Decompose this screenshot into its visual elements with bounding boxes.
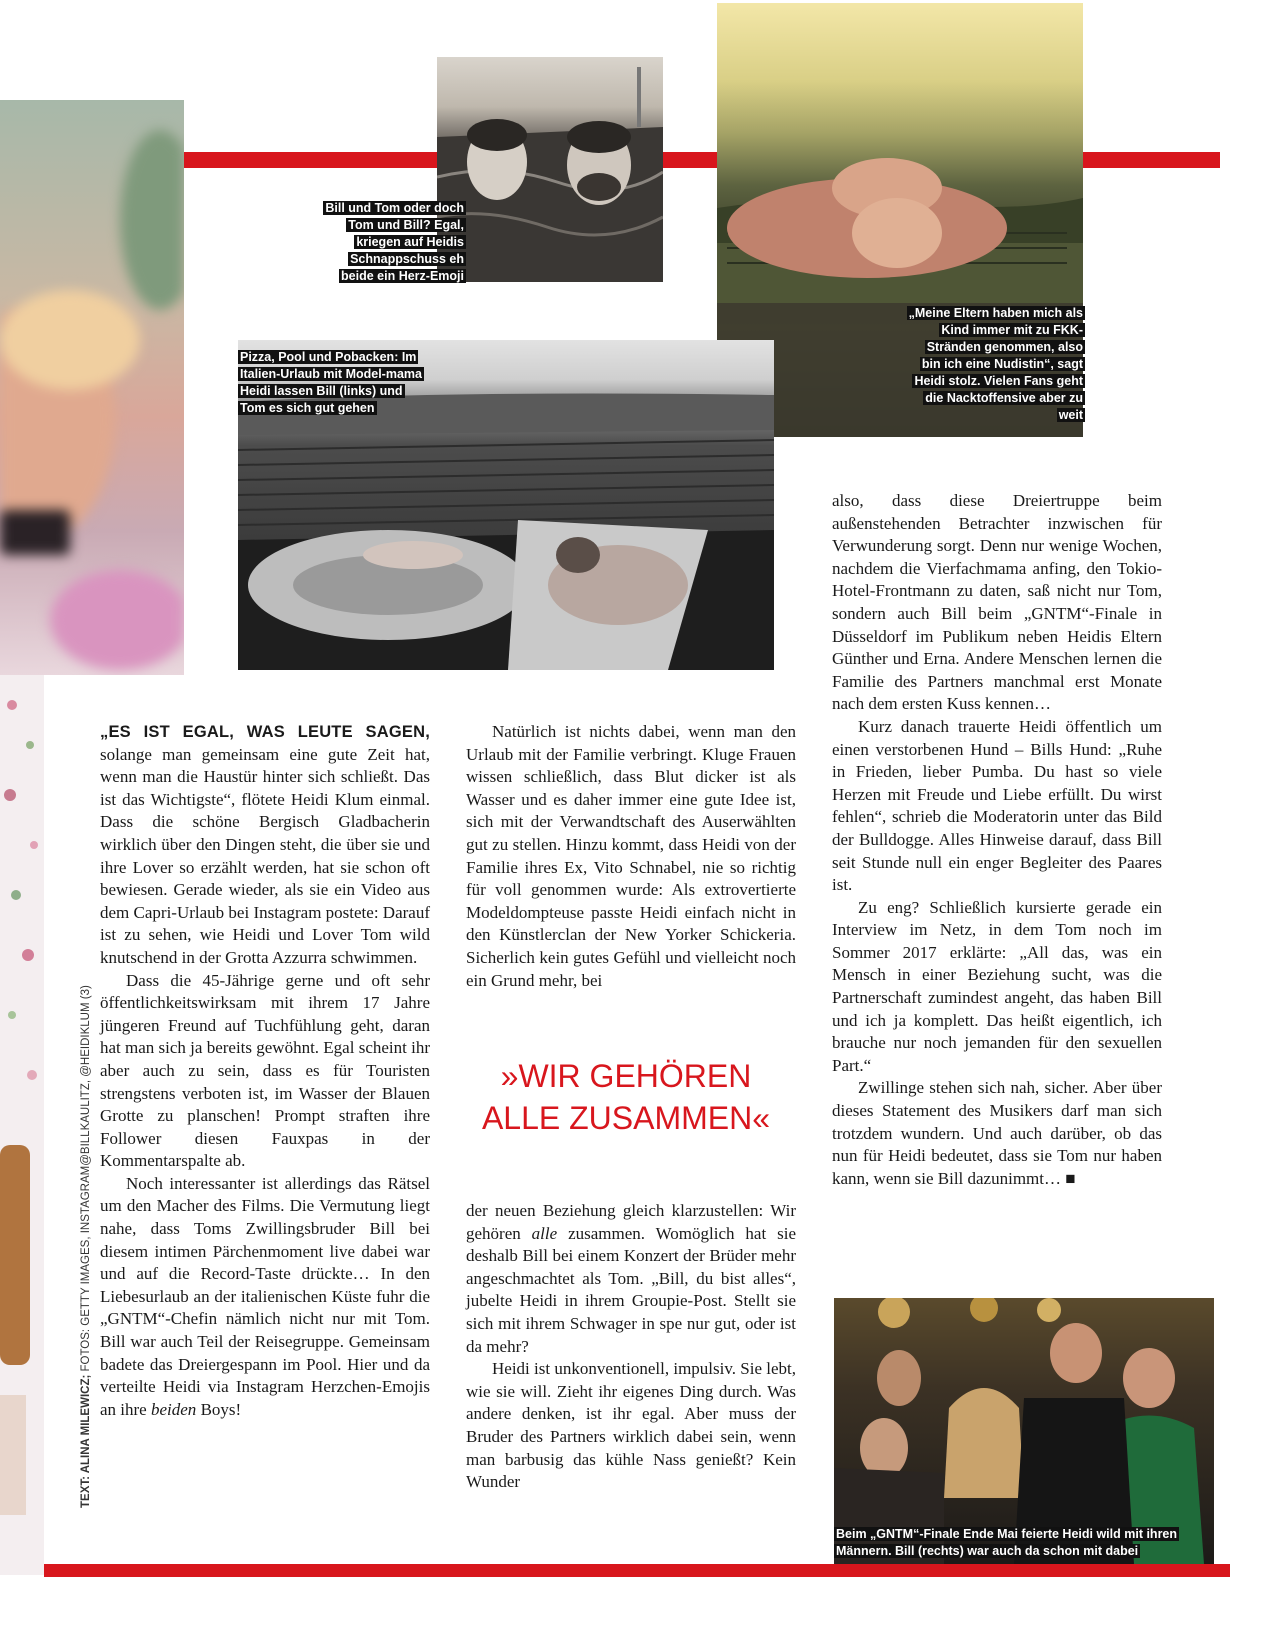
credit-photos: FOTOS: GETTY IMAGES, INSTAGRAM@BILLKAULITZ, @HEIDIKLUM (3) [80, 985, 92, 1375]
col1-paragraph-1: solange man gemeinsam eine gute Zeit hat, wenn man die Haustür hinter sich schließt. Das ist das Wichtigste“, flötete Heidi Klum einmal. Dass die schöne Bergisch Gladbacherin wirklich über den Dingen steht, die über sie und ihre Lover so erzählt werden, hat sie schon oft bewiesen. Gerade wieder, als sie ein Video aus dem Capri-Urlaub bei Instagram postete: Darauf ist zu sehen, wie Heidi und Lover Tom wild knutschend in der Grotta Azzurra schwimmen. [100, 744, 430, 967]
col2-emphasis: alle [531, 1223, 558, 1243]
article-column-2-top [466, 721, 796, 992]
gntm-group-photo [834, 1298, 1214, 1564]
bottom-red-rule [44, 1564, 1230, 1577]
credit-author: TEXT: ALINA MILEWICZ; [80, 1374, 92, 1508]
pull-quote [466, 1055, 786, 1139]
pool-caption: Pizza, Pool und Pobacken: Im Italien-Urlaub mit Model-mama Heidi lassen Bill (links) und Tom es sich gut gehen [240, 350, 422, 415]
col1-paragraph-2: Dass die 45-Jährige gerne und oft sehr öffentlichkeitswirksam mit ihrem 17 Jahre jüngeren Freund auf Tuchfühlung geht, daran hat man sich ja bereits gewöhnt. Egal scheint ihr aber auch zu sein, dass es für Touristen strengstens verboten ist, im Wasser der Blauen Grotte zu planschen! Prompt straften ihre Follower diesen Fauxpas in der Kommentarspalte ab. [100, 970, 430, 1171]
article-lead: „ES IST EGAL, WAS LEUTE SAGEN, [100, 723, 430, 741]
col2-paragraph-2: der neuen Beziehung gleich klarzustellen: Wir gehören [466, 1201, 796, 1243]
col3-paragraph-1: also, dass diese Dreiertruppe beim außenstehenden Betrachter inzwischen für Verwunderung sorgt. Denn nur wenige Wochen, nachdem die Vierfachmama anfing, den Tokio-Hotel-Frontmann zu daten, saß nicht nur Tom, sondern auch Bill beim „GNTM“-Finale in Düsseldorf im Publikum neben Heidis Eltern Günther und Erna. Andere Menschen lernen die Familie des Partners manchmal erst Monate nach dem ersten Kuss kennen… [832, 491, 1162, 714]
col3-paragraph-2: Kurz danach trauerte Heidi öffentlich um einen verstorbenen Hund – Bills Hund: „Ruhe in Frieden, lieber Pumba. Du hast so viele Herzen mit Freude und Liebe erfüllt. Du wirst fehlen“, schrieb die Moderatorin unter das Bild der Bulldogge. Alles Hinweise darauf, dass Bill seit Stunde null ein enger Begleiter des Paares ist. [832, 716, 1162, 895]
col3-paragraph-3: Zu eng? Schließlich kursierte gerade ein Interview im Netz, in dem Tom noch im Sommer 2017 erklärte: „All das, was ein Mensch in einer Beziehung sucht, was die Partnerschaft zumindest angeht, das haben Bill und ich ja komplett. Das heißt eigentlich, ich brauche nur noch jemanden für den sexuellen Part.“ [832, 897, 1162, 1075]
col1-paragraph-3: Noch interessanter ist allerdings das Rätsel um den Macher des Films. Die Vermutung liegt nahe, dass Toms Zwillingsbruder Bill bei diesem intimen Pärchenmoment live dabei war und auf die Record-Taste drückte… In den Liebesurlaub an der italienischen Küste fuhr die „GNTM“-Chefin nämlich nicht nur mit Tom. Bill war auch Teil der Reisegruppe. Gemeinsam badete das Dreiergespann im Pool. Hier und da verteilte Heidi via Instagram Herzchen-Emojis an ihre [100, 1173, 430, 1419]
pull-quote-line1: »WIR GEHÖREN [500, 1058, 752, 1094]
col1-emphasis: beiden [150, 1399, 197, 1419]
col2-paragraph-1: Natürlich ist nichts dabei, wenn man den Urlaub mit der Familie verbringt. Kluge Frauen wissen schließlich, dass Blut dicker ist als Wasser und es daher immer eine gute Idee ist, sich mit der Verwandtschaft des Auserwählten gut zu stellen. Hinzu kommt, dass Heidi von der Familie ihres Ex, Vito Schnabel, nie so richtig für voll genommen wurde: Als extrovertierte Modeldompteuse passte Heidi einfach nicht in den Künstlerclan der New Yorker Schickeria. Sicherlich kein gutes Gefühl und vielleicht noch ein Grund mehr, bei [466, 722, 796, 990]
col3-paragraph-4: Zwillinge stehen sich nah, sicher. Aber über dieses Statement des Musikers darf man sich trotzdem wundern. Und auch darüber, ob das nun für Heidi bedeutet, dass sie Tom nur haben kann, wenn sie Bill dazunimmt… [832, 1078, 1162, 1188]
article-column-1: „ES IST EGAL, WAS LEUTE SAGEN, solange man gemeinsam eine gute Zeit hat, wenn man die Haustür hinter sich schließt. Das ist das Wichtigste“, flötete Heidi Klum einmal. Dass die schöne Bergisch Gladbacherin wirklich über den Dingen steht, die über sie und ihre Lover so erzählt werden, hat sie schon oft bewiesen. Gerade wieder, als sie ein Video aus dem Capri-Urlaub bei Instagram postete: Darauf ist zu sehen, wie Heidi und Lover Tom wild knutschend in der Grotta Azzurra schwimmen. Dass die 45-Jährige gerne und oft sehr öffentlichkeitswirksam mit ihrem 17 Jahre jüngeren Freund auf Tuchfühlung geht, daran hat man sich ja bereits gewöhnt. Egal scheint ihr aber auch zu sein, dass es für Touristen strengstens verboten ist, im Wasser der Blauen Grotte zu planschen! Prompt straften ihre Follower diesen Fauxpas in der Kommentarspalte ab. Noch interessanter ist allerdings das Rätsel um den Macher des Films. Die Vermutung liegt nahe, dass Toms Zwillingsbruder Bill bei diesem intimen Pärchenmoment live dabei war und auf die Record-Taste drückte… In den Liebesurlaub an der italienischen Küste fuhr die „GNTM“-Chefin nämlich nicht nur mit Tom. Bill war auch Teil der Reisegruppe. Gemeinsam badete das Dreiergespann im Pool. Hier und da verteilte Heidi via Instagram Herzchen-Emojis an ihre beiden Boys! [100, 723, 430, 1419]
twins-pool-photo [437, 57, 663, 282]
left-blurred-photo [0, 100, 184, 675]
gntm-caption: Beim „GNTM“-Finale Ende Mai feierte Heidi wild mit ihren Männern. Bill (rechts) war auch da schon mit dabei [836, 1527, 1178, 1558]
twins-caption: Bill und Tom oder doch Tom und Bill? Egal, kriegen auf Heidis Schnappschuss eh beide ein Herz-Emoji [325, 201, 464, 283]
sunset-caption: „Meine Eltern haben mich als Kind immer mit zu FKK-Stränden genommen, also bin ich eine Nudistin“, sagt Heidi stolz. Vielen Fans geht die Nacktoffensive aber zu weit [908, 306, 1083, 422]
col2-paragraph-3: Heidi ist unkonventionell, impulsiv. Sie lebt, wie sie will. Zieht ihr eigenes Ding durch. Was andere denken, ist ihr egal. Aber muss der Bruder des Partners wirklich dabei sein, wenn man barbusig das kühle Nass genießt? Kein Wunder [466, 1359, 796, 1492]
photo-credit [80, 985, 92, 1508]
article-column-3 [832, 490, 1162, 1190]
pull-quote-line2: ALLE ZUSAMMEN« [481, 1100, 771, 1136]
end-mark: ■ [1065, 1168, 1076, 1188]
left-dress-strip [0, 675, 44, 1575]
article-column-2-bottom: der neuen Beziehung gleich klarzustellen: Wir gehören alle zusammen. Womöglich hat sie deshalb Bill bei einem Konzert der Brüder mehr angeschmachtet als Tom. „Bill, du bist alles“, jubelte Heidi in ihrem Groupie-Post. Stellt sie sich mit ihrem Schwager in spe nur gut, oder ist da mehr? Heidi ist unkonventionell, impulsiv. Sie lebt, wie sie will. Zieht ihr eigenes Ding durch. Was andere denken, ist ihr egal. Aber muss der Bruder des Partners wirklich dabei sein, wenn man barbusig das kühle Nass genießt? Kein Wunder [466, 1200, 796, 1494]
